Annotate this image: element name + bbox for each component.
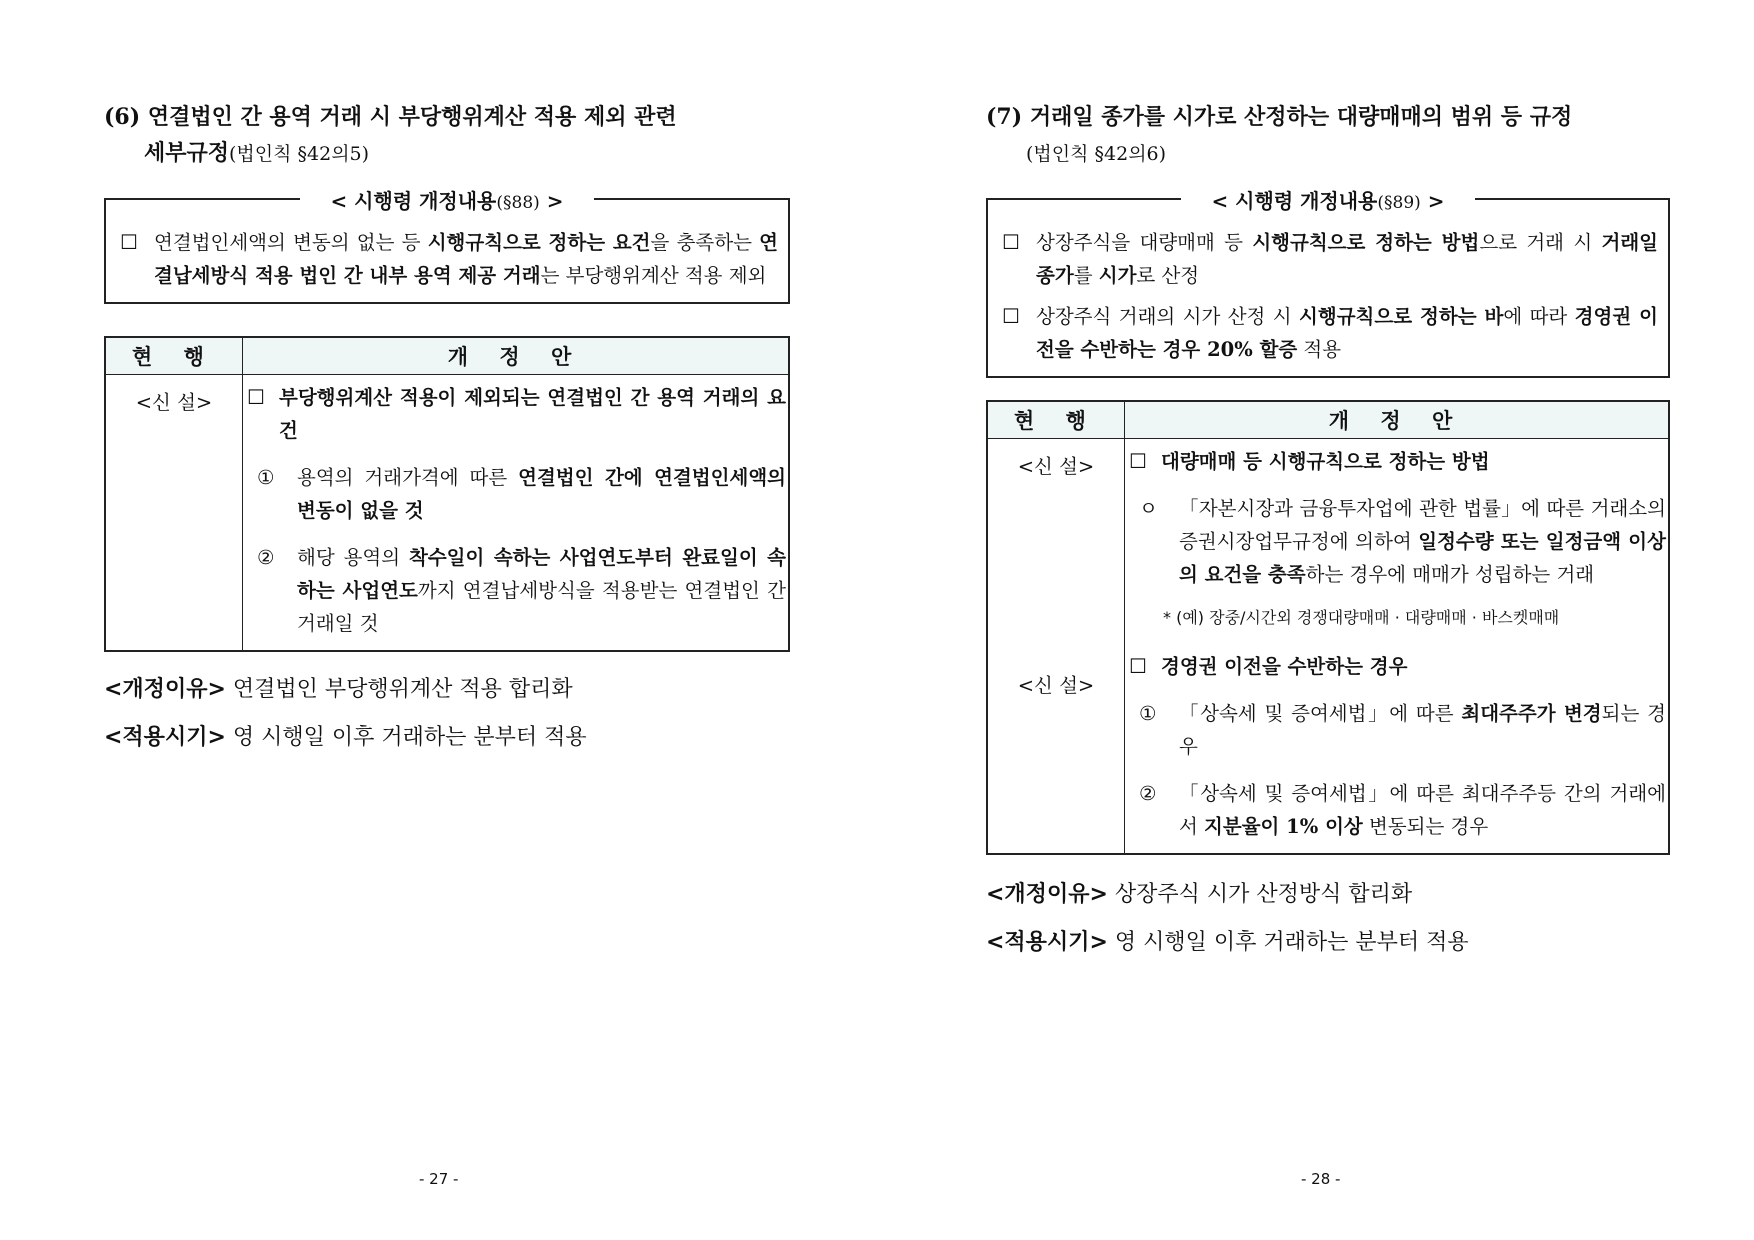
apply-tag: <적용시기> bbox=[104, 725, 226, 750]
apply-row bbox=[104, 720, 790, 756]
apply-row bbox=[986, 925, 1670, 961]
checkbox-icon: ☐ bbox=[1129, 449, 1147, 473]
new-item: ☐ 부당행위계산 적용이 제외되는 연결법인 간 용역 거래의 요건 bbox=[247, 381, 786, 447]
current-label: <신 설> bbox=[1017, 455, 1095, 478]
sub-item: ① 용역의 거래가격에 따른 연결법인 간에 연결법인세액의 변동이 없을 것 bbox=[257, 466, 786, 522]
comparison-table bbox=[104, 336, 790, 652]
table-row bbox=[987, 439, 1669, 855]
apply-text: 영 시행일 이후 거래하는 분부터 적용 bbox=[1114, 930, 1469, 955]
new-item: ☐ 경영권 이전을 수반하는 경우 bbox=[1129, 650, 1666, 683]
checkbox-icon: ☐ bbox=[1002, 304, 1020, 328]
section-title bbox=[104, 99, 790, 172]
section-title-line1: 거래일 종가를 시가로 산정하는 대량매매의 범위 등 규정 bbox=[1029, 104, 1573, 130]
decree-summary-box bbox=[104, 189, 790, 304]
checkbox-icon: ☐ bbox=[120, 230, 138, 254]
checkbox-icon: ☐ bbox=[247, 385, 265, 409]
reason-tag: <개정이유> bbox=[104, 677, 226, 702]
section-reference: (법인칙 §42의5) bbox=[229, 143, 370, 165]
current-label: <신 설> bbox=[135, 391, 213, 414]
reason-tag: <개정이유> bbox=[986, 882, 1108, 907]
column-header-current: 현 행 bbox=[987, 401, 1125, 439]
page-27 bbox=[104, 0, 790, 1240]
column-header-new: 개 정 안 bbox=[243, 337, 790, 375]
sub-item: ② 해당 용역의 착수일이 속하는 사업연도부터 완료일이 속하는 사업연도까지 연결납세방식을 적용받는 연결법인 간 거래일 것 bbox=[257, 546, 786, 635]
reason-text: 연결법인 부당행위계산 적용 합리화 bbox=[232, 677, 573, 702]
apply-tag: <적용시기> bbox=[986, 930, 1108, 955]
page-number: - 28 - bbox=[1301, 1170, 1341, 1188]
current-label: <신 설> bbox=[1017, 674, 1095, 697]
summary-item: ☐ 연결법인세액의 변동의 없는 등 시행규칙으로 정하는 요건을 충족하는 연결납세방식 적용 법인 간 내부 용역 제공 거래는 부당행위계산 적용 제외 bbox=[118, 226, 778, 292]
page-28 bbox=[986, 0, 1670, 1240]
section-reference: (법인칙 §42의6) bbox=[1026, 143, 1167, 165]
table-row bbox=[105, 375, 789, 652]
reason-text: 상장주식 시가 산정방식 합리화 bbox=[1114, 882, 1413, 907]
footnote: * (예) 장중/시간외 경쟁대량매매 · 대량매매 · 바스켓매매 bbox=[1163, 608, 1560, 627]
section-title-line2: 세부규정 bbox=[144, 140, 230, 166]
reason-row bbox=[986, 877, 1670, 913]
decree-summary-box bbox=[986, 189, 1670, 378]
reason-row bbox=[104, 672, 790, 708]
section-number: (7) bbox=[986, 104, 1023, 130]
summary-item: ☐ 상장주식을 대량매매 등 시행규칙으로 정하는 방법으로 거래 시 거래일 종가를 시가로 산정 bbox=[1000, 226, 1658, 292]
comparison-table bbox=[986, 400, 1670, 855]
section-number: (6) bbox=[104, 104, 141, 130]
section-title bbox=[986, 99, 1670, 172]
column-header-current: 현 행 bbox=[105, 337, 243, 375]
summary-caption: < 시행령 개정내용(§89) > bbox=[988, 185, 1668, 214]
section-title-line1: 연결법인 간 용역 거래 시 부당행위계산 적용 제외 관련 bbox=[147, 104, 677, 130]
sub-item: ① 「상속세 및 증여세법」에 따른 최대주주가 변경되는 경우 bbox=[1139, 702, 1666, 758]
new-item: ☐ 대량매매 등 시행규칙으로 정하는 방법 bbox=[1129, 445, 1666, 478]
checkbox-icon: ☐ bbox=[1129, 654, 1147, 678]
apply-text: 영 시행일 이후 거래하는 분부터 적용 bbox=[232, 725, 587, 750]
summary-item: ☐ 상장주식 거래의 시가 산정 시 시행규칙으로 정하는 바에 따라 경영권 이전을 수반하는 경우 20% 할증 적용 bbox=[1000, 300, 1658, 366]
sub-item: ② 「상속세 및 증여세법」에 따른 최대주주등 간의 거래에서 지분율이 1% 이상 변동되는 경우 bbox=[1139, 782, 1666, 838]
page-number: - 27 - bbox=[419, 1170, 459, 1188]
summary-caption: < 시행령 개정내용(§88) > bbox=[106, 185, 788, 214]
column-header-new: 개 정 안 bbox=[1125, 401, 1670, 439]
checkbox-icon: ☐ bbox=[1002, 230, 1020, 254]
sub-item: ㅇ 「자본시장과 금융투자업에 관한 법률」에 따른 거래소의 증권시장업무규정에 의하여 일정수량 또는 일정금액 이상의 요건을 충족하는 경우에 매매가 성립하는 거래 bbox=[1139, 497, 1666, 586]
